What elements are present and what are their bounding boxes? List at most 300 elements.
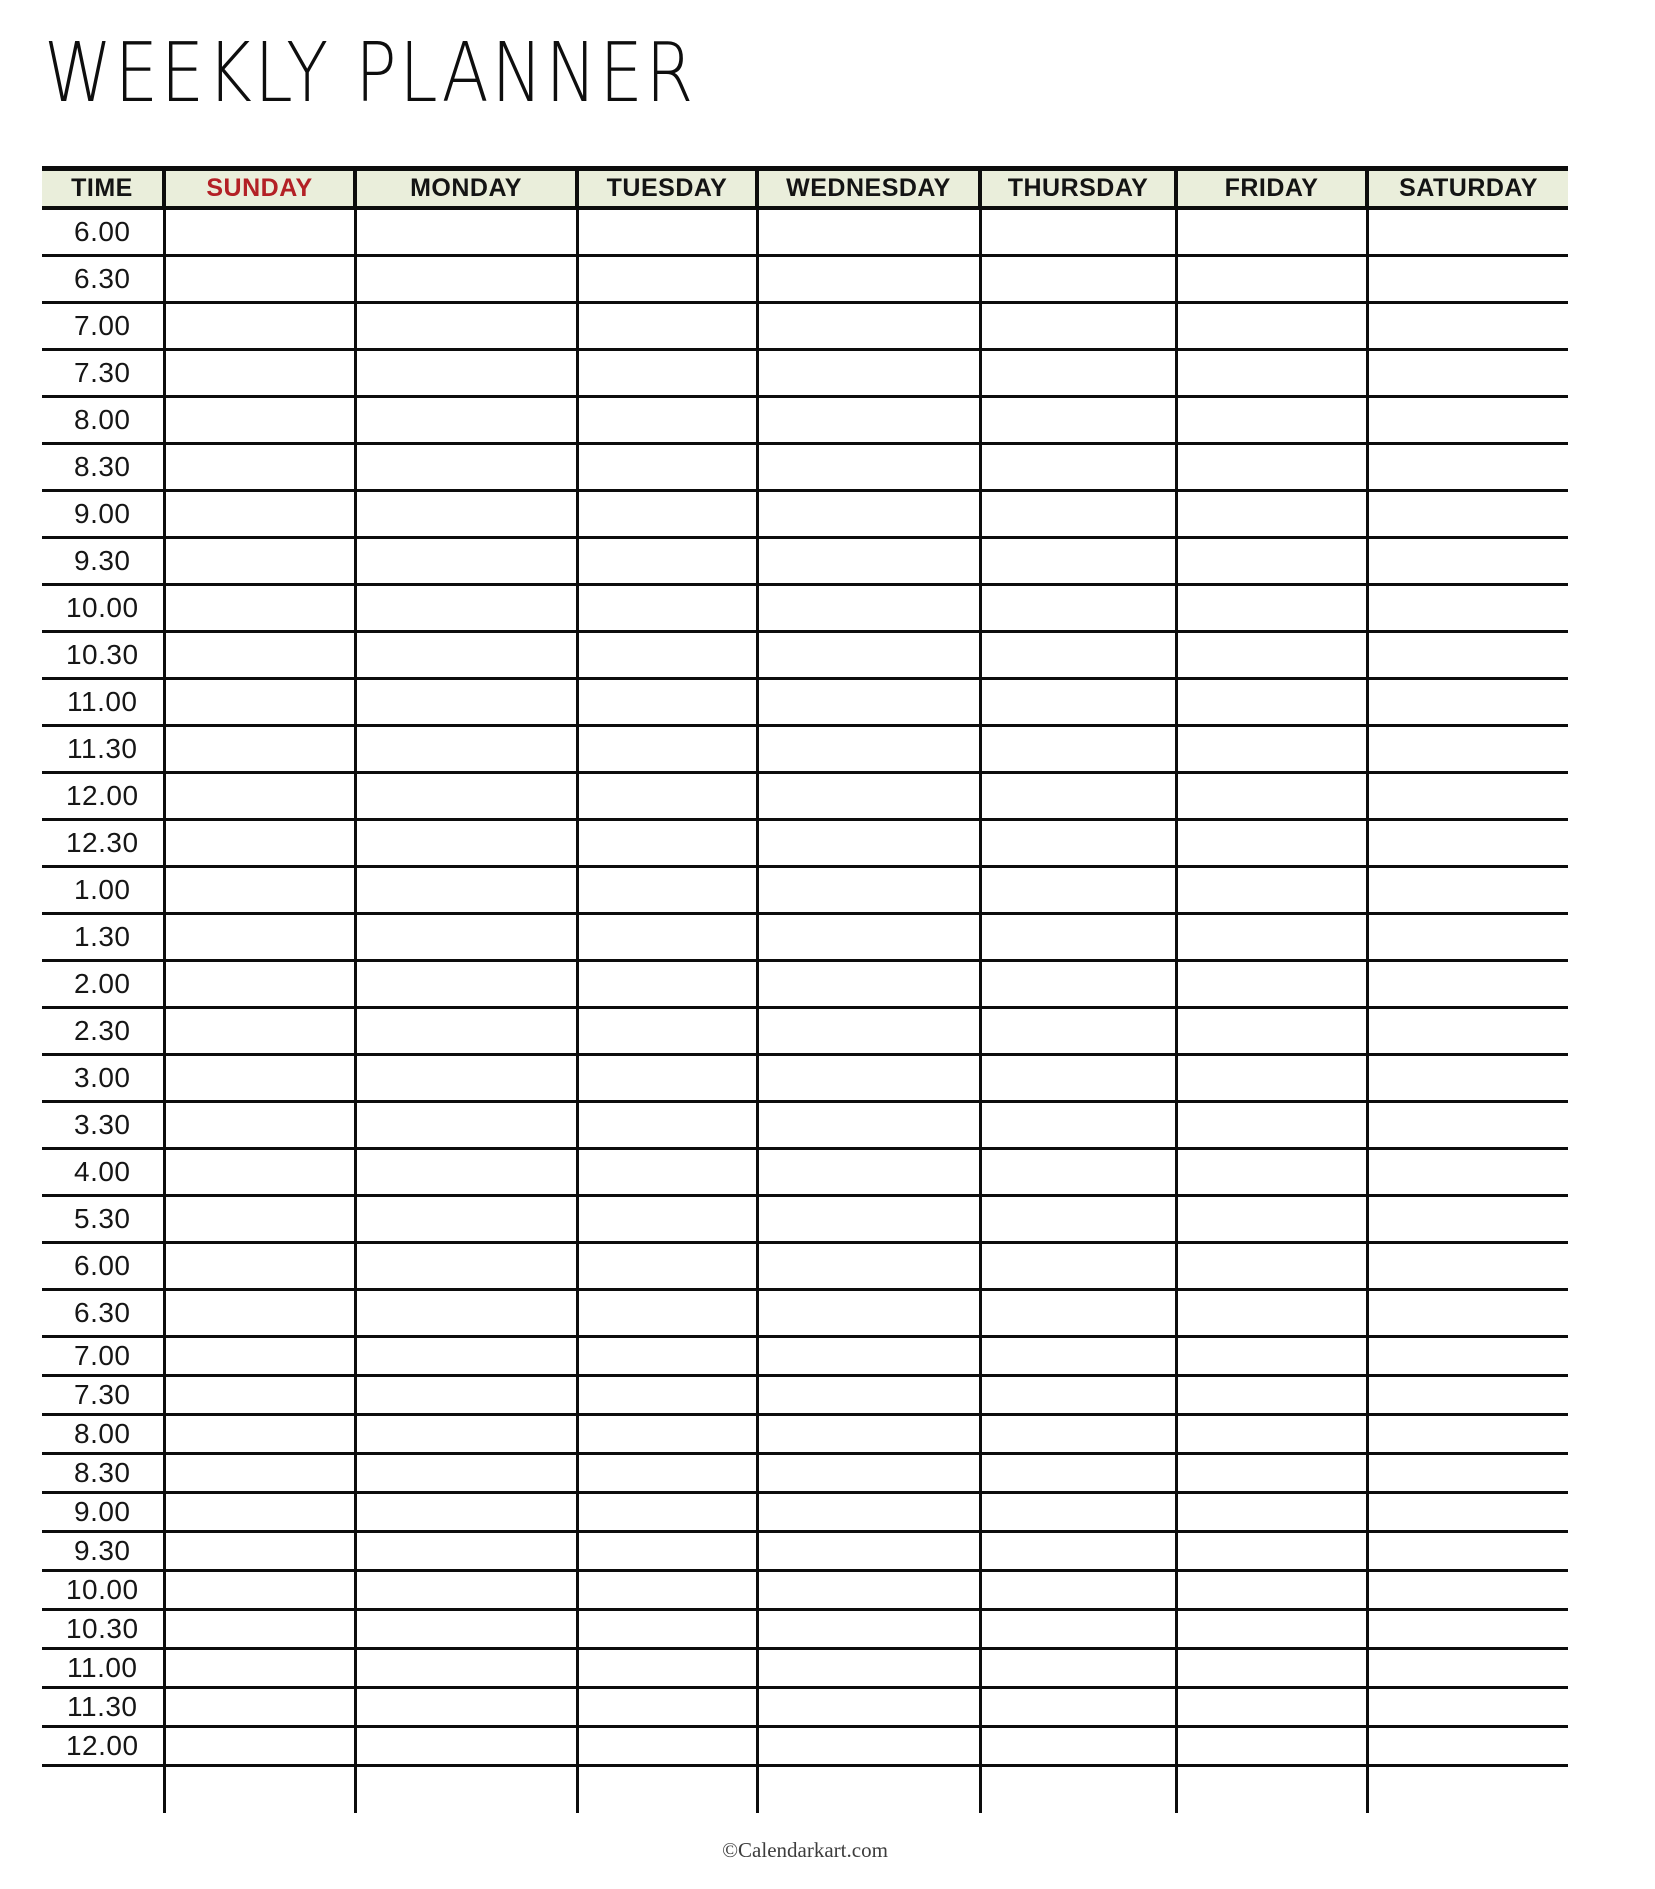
day-cell: [577, 537, 757, 584]
day-cell: [164, 1007, 355, 1054]
day-cell: [577, 1453, 757, 1492]
time-label: 9.30: [42, 1531, 164, 1570]
day-cell: [1367, 960, 1568, 1007]
time-label: 8.00: [42, 1414, 164, 1453]
time-label: [42, 1765, 164, 1813]
day-cell: [164, 772, 355, 819]
day-cell: [1367, 584, 1568, 631]
day-cell: [355, 1148, 577, 1195]
day-cell: [1367, 1242, 1568, 1289]
day-cell: [355, 772, 577, 819]
time-row: [42, 302, 1568, 349]
day-cell: [1367, 1687, 1568, 1726]
day-cell: [164, 1195, 355, 1242]
day-cell: [1176, 960, 1367, 1007]
time-label: 2.00: [42, 960, 164, 1007]
day-cell: [1176, 396, 1367, 443]
day-cell: [1176, 1570, 1367, 1609]
day-cell: [980, 302, 1176, 349]
day-cell: [757, 725, 980, 772]
time-row: [42, 208, 1568, 255]
time-label: 7.00: [42, 302, 164, 349]
day-cell: [757, 1054, 980, 1101]
day-cell: [757, 1375, 980, 1414]
day-cell: [355, 1375, 577, 1414]
day-cell: [1367, 1336, 1568, 1375]
time-row: [42, 349, 1568, 396]
day-cell: [1176, 1531, 1367, 1570]
day-cell: [577, 1687, 757, 1726]
day-cell: [164, 302, 355, 349]
day-cell: [1367, 396, 1568, 443]
day-cell: [577, 302, 757, 349]
time-label: 6.00: [42, 1242, 164, 1289]
day-cell: [980, 443, 1176, 490]
day-cell: [757, 631, 980, 678]
day-cell: [1176, 490, 1367, 537]
header-row: [42, 169, 1568, 209]
time-label: 11.00: [42, 1648, 164, 1687]
time-row: [42, 1375, 1568, 1414]
day-cell: [164, 819, 355, 866]
day-cell: [164, 1687, 355, 1726]
column-header-tuesday: TUESDAY: [577, 169, 757, 209]
day-cell: [355, 1195, 577, 1242]
day-cell: [980, 819, 1176, 866]
day-cell: [164, 1054, 355, 1101]
day-cell: [355, 1648, 577, 1687]
day-cell: [577, 1054, 757, 1101]
day-cell: [1176, 866, 1367, 913]
day-cell: [1176, 819, 1367, 866]
day-cell: [1367, 490, 1568, 537]
day-cell: [757, 490, 980, 537]
day-cell: [164, 537, 355, 584]
day-cell: [757, 1414, 980, 1453]
day-cell: [980, 584, 1176, 631]
day-cell: [757, 1765, 980, 1813]
time-label: 9.00: [42, 490, 164, 537]
day-cell: [355, 1101, 577, 1148]
day-cell: [1176, 913, 1367, 960]
day-cell: [1367, 302, 1568, 349]
day-cell: [757, 584, 980, 631]
day-cell: [1176, 1148, 1367, 1195]
time-label: 2.30: [42, 1007, 164, 1054]
day-cell: [577, 631, 757, 678]
day-cell: [1367, 913, 1568, 960]
day-cell: [1367, 443, 1568, 490]
time-row: [42, 396, 1568, 443]
day-cell: [164, 1414, 355, 1453]
time-label: 10.00: [42, 1570, 164, 1609]
day-cell: [1176, 1101, 1367, 1148]
time-label: 7.00: [42, 1336, 164, 1375]
day-cell: [757, 1531, 980, 1570]
day-cell: [980, 1101, 1176, 1148]
time-row: [42, 443, 1568, 490]
time-row: [42, 1289, 1568, 1336]
day-cell: [355, 1336, 577, 1375]
day-cell: [1367, 537, 1568, 584]
day-cell: [164, 490, 355, 537]
day-cell: [164, 1726, 355, 1765]
day-cell: [980, 1414, 1176, 1453]
day-cell: [355, 960, 577, 1007]
day-cell: [980, 537, 1176, 584]
day-cell: [757, 349, 980, 396]
day-cell: [164, 1453, 355, 1492]
day-cell: [164, 913, 355, 960]
day-cell: [757, 1726, 980, 1765]
time-label: 6.30: [42, 255, 164, 302]
day-cell: [355, 208, 577, 255]
day-cell: [980, 349, 1176, 396]
time-row: [42, 1687, 1568, 1726]
time-row: [42, 1726, 1568, 1765]
day-cell: [757, 302, 980, 349]
time-row: [42, 1242, 1568, 1289]
day-cell: [164, 1492, 355, 1531]
time-row: [42, 1609, 1568, 1648]
day-cell: [355, 1054, 577, 1101]
day-cell: [355, 1765, 577, 1813]
day-cell: [1176, 584, 1367, 631]
day-cell: [164, 349, 355, 396]
day-cell: [757, 1687, 980, 1726]
day-cell: [757, 1195, 980, 1242]
day-cell: [577, 1007, 757, 1054]
time-row: [42, 584, 1568, 631]
day-cell: [164, 1570, 355, 1609]
day-cell: [164, 1765, 355, 1813]
day-cell: [355, 490, 577, 537]
day-cell: [355, 866, 577, 913]
time-label: 10.30: [42, 631, 164, 678]
page-title: WEEKLY PLANNER: [44, 26, 696, 121]
day-cell: [980, 1289, 1176, 1336]
day-cell: [164, 1242, 355, 1289]
time-label: 12.30: [42, 819, 164, 866]
day-cell: [164, 1148, 355, 1195]
time-label: 8.30: [42, 443, 164, 490]
day-cell: [1176, 631, 1367, 678]
time-label: 10.30: [42, 1609, 164, 1648]
column-header-thursday: THURSDAY: [980, 169, 1176, 209]
day-cell: [980, 1375, 1176, 1414]
day-cell: [1176, 349, 1367, 396]
column-header-time: TIME: [42, 169, 164, 209]
day-cell: [577, 1570, 757, 1609]
day-cell: [577, 1101, 757, 1148]
day-cell: [1367, 866, 1568, 913]
day-cell: [1176, 1726, 1367, 1765]
day-cell: [757, 1289, 980, 1336]
time-row: [42, 772, 1568, 819]
day-cell: [1176, 1336, 1367, 1375]
day-cell: [1367, 1570, 1568, 1609]
day-cell: [757, 537, 980, 584]
time-label: 3.30: [42, 1101, 164, 1148]
day-cell: [757, 1648, 980, 1687]
day-cell: [757, 1148, 980, 1195]
time-row: [42, 1101, 1568, 1148]
day-cell: [757, 208, 980, 255]
day-cell: [980, 772, 1176, 819]
day-cell: [577, 913, 757, 960]
time-row: [42, 913, 1568, 960]
day-cell: [577, 1765, 757, 1813]
day-cell: [577, 1148, 757, 1195]
day-cell: [164, 1648, 355, 1687]
day-cell: [577, 1242, 757, 1289]
day-cell: [980, 396, 1176, 443]
time-label: 11.30: [42, 1687, 164, 1726]
time-label: 12.00: [42, 1726, 164, 1765]
day-cell: [980, 208, 1176, 255]
time-row: [42, 490, 1568, 537]
day-cell: [164, 866, 355, 913]
time-row: [42, 678, 1568, 725]
day-cell: [1176, 1492, 1367, 1531]
column-header-sunday: SUNDAY: [164, 169, 355, 209]
time-label: 10.00: [42, 584, 164, 631]
day-cell: [1367, 1414, 1568, 1453]
day-cell: [355, 1242, 577, 1289]
time-label: 3.00: [42, 1054, 164, 1101]
time-row: [42, 631, 1568, 678]
day-cell: [1176, 1453, 1367, 1492]
day-cell: [355, 302, 577, 349]
day-cell: [164, 725, 355, 772]
day-cell: [980, 960, 1176, 1007]
time-label: 5.30: [42, 1195, 164, 1242]
day-cell: [757, 960, 980, 1007]
day-cell: [1176, 208, 1367, 255]
day-cell: [355, 1289, 577, 1336]
day-cell: [980, 1726, 1176, 1765]
time-row: [42, 537, 1568, 584]
day-cell: [980, 678, 1176, 725]
time-label: 9.00: [42, 1492, 164, 1531]
day-cell: [980, 1148, 1176, 1195]
time-label: 4.00: [42, 1148, 164, 1195]
day-cell: [577, 819, 757, 866]
day-cell: [1176, 1375, 1367, 1414]
day-cell: [980, 1570, 1176, 1609]
day-cell: [355, 725, 577, 772]
time-label: 8.00: [42, 396, 164, 443]
day-cell: [1367, 1101, 1568, 1148]
day-cell: [164, 1531, 355, 1570]
day-cell: [757, 1101, 980, 1148]
day-cell: [577, 255, 757, 302]
day-cell: [1176, 443, 1367, 490]
day-cell: [577, 490, 757, 537]
time-row: [42, 819, 1568, 866]
day-cell: [757, 1609, 980, 1648]
day-cell: [355, 396, 577, 443]
day-cell: [577, 208, 757, 255]
day-cell: [164, 960, 355, 1007]
day-cell: [757, 1242, 980, 1289]
day-cell: [577, 1609, 757, 1648]
day-cell: [577, 443, 757, 490]
day-cell: [577, 349, 757, 396]
day-cell: [355, 678, 577, 725]
day-cell: [980, 725, 1176, 772]
day-cell: [757, 255, 980, 302]
day-cell: [980, 1453, 1176, 1492]
planner-table: [42, 166, 1568, 1813]
day-cell: [980, 1054, 1176, 1101]
time-label: 11.00: [42, 678, 164, 725]
day-cell: [1367, 1453, 1568, 1492]
day-cell: [164, 1609, 355, 1648]
day-cell: [1367, 1531, 1568, 1570]
day-cell: [1176, 1242, 1367, 1289]
day-cell: [757, 443, 980, 490]
day-cell: [164, 396, 355, 443]
planner-body: [42, 208, 1568, 1813]
day-cell: [757, 866, 980, 913]
day-cell: [577, 725, 757, 772]
day-cell: [1176, 1289, 1367, 1336]
column-header-wednesday: WEDNESDAY: [757, 169, 980, 209]
day-cell: [355, 1609, 577, 1648]
day-cell: [1367, 208, 1568, 255]
day-cell: [757, 678, 980, 725]
day-cell: [980, 1007, 1176, 1054]
day-cell: [1367, 1007, 1568, 1054]
time-label: 6.30: [42, 1289, 164, 1336]
day-cell: [164, 631, 355, 678]
day-cell: [164, 208, 355, 255]
day-cell: [980, 866, 1176, 913]
day-cell: [164, 1375, 355, 1414]
day-cell: [1367, 1648, 1568, 1687]
day-cell: [757, 1453, 980, 1492]
day-cell: [577, 1531, 757, 1570]
day-cell: [980, 1765, 1176, 1813]
day-cell: [1176, 1195, 1367, 1242]
day-cell: [1176, 772, 1367, 819]
day-cell: [757, 819, 980, 866]
day-cell: [1176, 537, 1367, 584]
day-cell: [355, 537, 577, 584]
day-cell: [355, 443, 577, 490]
day-cell: [1367, 1375, 1568, 1414]
time-label: 1.30: [42, 913, 164, 960]
time-row: [42, 255, 1568, 302]
day-cell: [980, 1242, 1176, 1289]
time-row: [42, 1531, 1568, 1570]
day-cell: [980, 1609, 1176, 1648]
day-cell: [1176, 1609, 1367, 1648]
day-cell: [1176, 1765, 1367, 1813]
day-cell: [1367, 631, 1568, 678]
time-row: [42, 1007, 1568, 1054]
day-cell: [355, 1414, 577, 1453]
time-row: [42, 1336, 1568, 1375]
day-cell: [757, 396, 980, 443]
day-cell: [355, 913, 577, 960]
day-cell: [355, 1726, 577, 1765]
day-cell: [164, 1101, 355, 1148]
day-cell: [1367, 1765, 1568, 1813]
day-cell: [164, 584, 355, 631]
day-cell: [980, 255, 1176, 302]
day-cell: [980, 1195, 1176, 1242]
day-cell: [355, 584, 577, 631]
day-cell: [1367, 255, 1568, 302]
time-row: [42, 1054, 1568, 1101]
day-cell: [1176, 255, 1367, 302]
day-cell: [577, 584, 757, 631]
day-cell: [577, 1648, 757, 1687]
time-row: [42, 1148, 1568, 1195]
day-cell: [164, 443, 355, 490]
day-cell: [355, 1570, 577, 1609]
day-cell: [980, 1648, 1176, 1687]
column-header-friday: FRIDAY: [1176, 169, 1367, 209]
time-row: [42, 1570, 1568, 1609]
day-cell: [1176, 678, 1367, 725]
column-header-saturday: SATURDAY: [1367, 169, 1568, 209]
day-cell: [1176, 1414, 1367, 1453]
day-cell: [757, 1336, 980, 1375]
day-cell: [980, 490, 1176, 537]
day-cell: [1367, 1609, 1568, 1648]
day-cell: [577, 1414, 757, 1453]
day-cell: [1367, 1492, 1568, 1531]
day-cell: [1176, 725, 1367, 772]
day-cell: [577, 866, 757, 913]
time-label: 8.30: [42, 1453, 164, 1492]
day-cell: [355, 1687, 577, 1726]
day-cell: [577, 772, 757, 819]
day-cell: [757, 913, 980, 960]
day-cell: [164, 1289, 355, 1336]
day-cell: [1176, 1648, 1367, 1687]
day-cell: [980, 631, 1176, 678]
day-cell: [355, 1007, 577, 1054]
day-cell: [577, 1336, 757, 1375]
time-label: 6.00: [42, 208, 164, 255]
day-cell: [1367, 819, 1568, 866]
time-row: [42, 1492, 1568, 1531]
day-cell: [1367, 1195, 1568, 1242]
day-cell: [757, 1492, 980, 1531]
day-cell: [577, 1375, 757, 1414]
time-label: 7.30: [42, 349, 164, 396]
day-cell: [1367, 1726, 1568, 1765]
day-cell: [577, 960, 757, 1007]
day-cell: [1176, 1007, 1367, 1054]
column-header-monday: MONDAY: [355, 169, 577, 209]
trailing-row: [42, 1765, 1568, 1813]
day-cell: [577, 1195, 757, 1242]
day-cell: [1367, 678, 1568, 725]
day-cell: [355, 349, 577, 396]
time-label: 9.30: [42, 537, 164, 584]
time-row: [42, 725, 1568, 772]
day-cell: [355, 819, 577, 866]
day-cell: [577, 1726, 757, 1765]
time-row: [42, 1195, 1568, 1242]
day-cell: [355, 255, 577, 302]
day-cell: [355, 1531, 577, 1570]
